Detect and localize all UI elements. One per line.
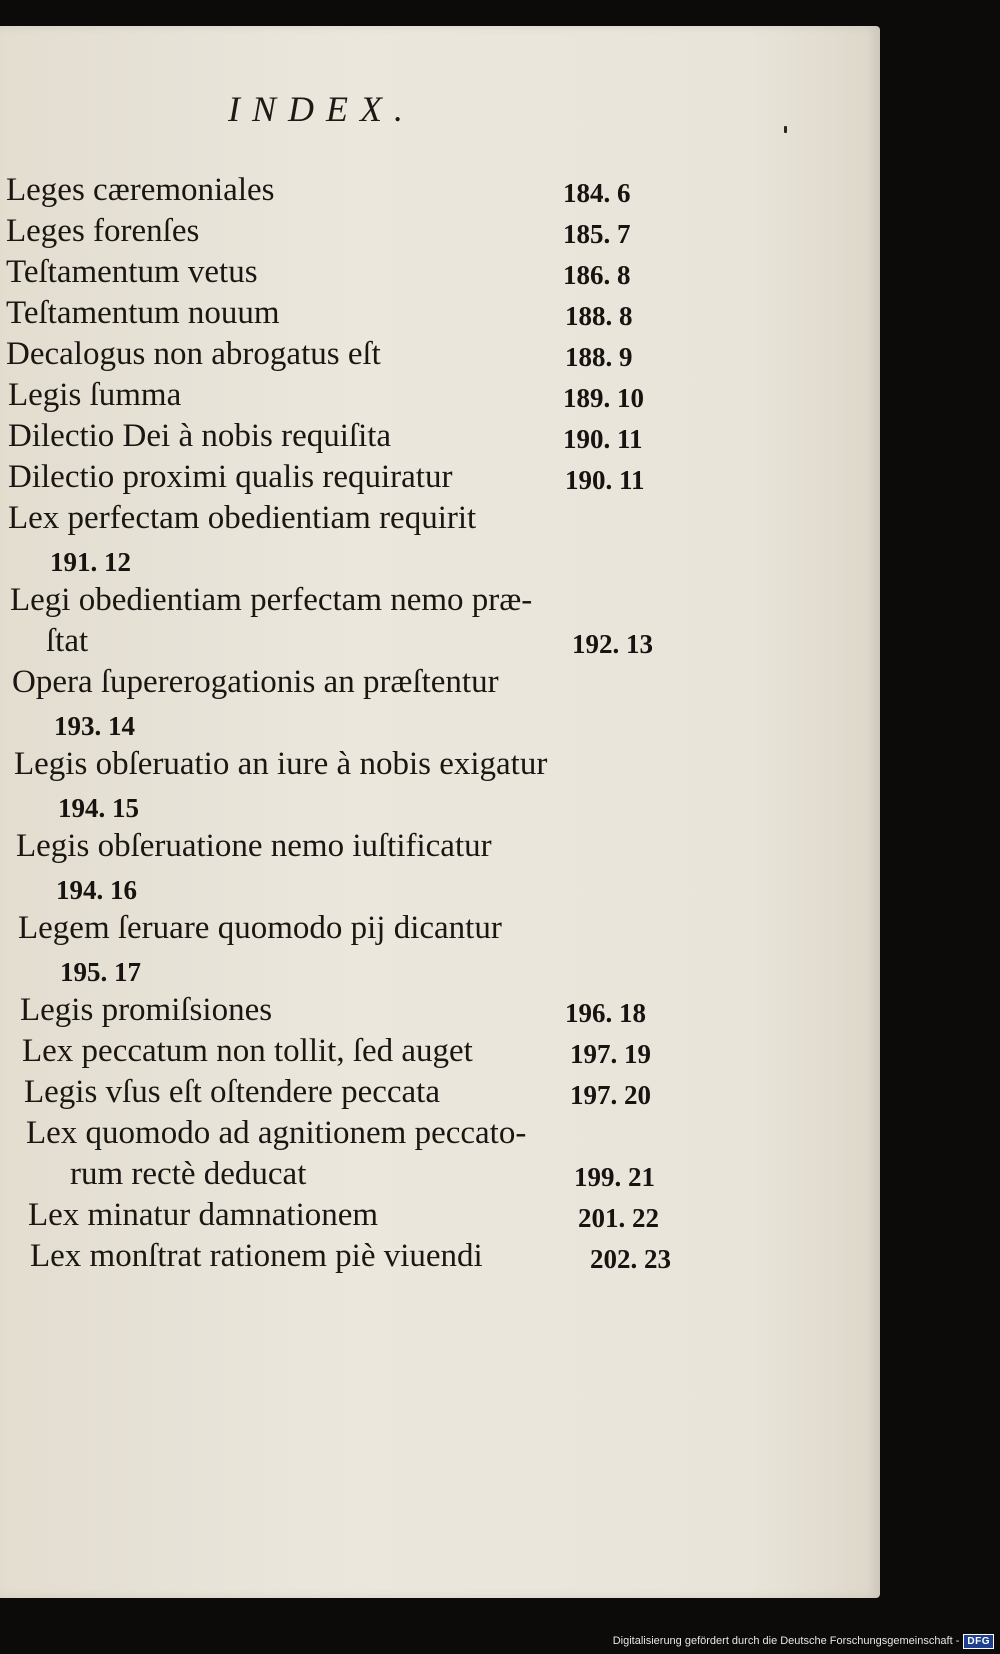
index-entry: Decalogus non abrogatus eſt <box>6 336 381 372</box>
index-entry: Legem ſeruare quomodo pij dicantur <box>18 910 502 946</box>
index-entry: Legi obedientiam perfectam nemo præ- <box>10 582 533 618</box>
page-reference: 195. 17 <box>60 957 141 987</box>
index-entry: Legis promiſsiones <box>20 992 273 1028</box>
credit-text: Digitalisierung gefördert durch die Deutsche Forschungsgemeinschaft - <box>612 1635 960 1647</box>
page-reference: 193. 14 <box>54 711 135 741</box>
page-reference: 184. 6 <box>563 178 631 208</box>
page-reference: 189. 10 <box>563 383 644 413</box>
index-entry: Legis vſus eſt oſtendere peccata <box>24 1074 440 1110</box>
page-reference: 201. 22 <box>578 1203 659 1233</box>
index-entry: Lex perfectam obedientiam requirit <box>8 500 477 536</box>
index-entry: Dilectio Dei à nobis requiſita <box>8 418 392 454</box>
page-reference: 190. 11 <box>565 465 645 495</box>
index-entry: Teſtamentum nouum <box>6 295 280 331</box>
page-reference: 202. 23 <box>590 1244 671 1274</box>
ink-speck <box>784 126 787 133</box>
index-entry: Teſtamentum vetus <box>6 254 258 290</box>
index-entry-continued: rum rectè deducat <box>70 1156 307 1192</box>
page-reference: 194. 15 <box>58 793 139 823</box>
index-entry: Legis ſumma <box>8 377 182 413</box>
page-reference: 188. 9 <box>565 342 633 372</box>
page-reference: 185. 7 <box>563 219 631 249</box>
page-reference: 191. 12 <box>50 547 131 577</box>
index-entry: Legis obſeruatione nemo iuſtificatur <box>16 828 492 864</box>
page-reference: 199. 21 <box>574 1162 655 1192</box>
digitization-credit <box>613 1632 994 1650</box>
index-entry: Leges forenſes <box>6 213 200 249</box>
index-entry: Opera ſupererogationis an præſtentur <box>12 664 499 700</box>
index-entry: Legis obſeruatio an iure à nobis exigatur <box>14 746 548 782</box>
page-reference: 197. 20 <box>570 1080 651 1110</box>
index-entry: Lex monſtrat rationem piè viuendi <box>30 1238 483 1274</box>
page-reference: 196. 18 <box>565 998 646 1028</box>
index-entry-continued: ſtat <box>46 623 89 659</box>
index-entry: Dilectio proximi qualis requiratur <box>8 459 453 495</box>
dfg-logo: DFG <box>963 1634 994 1649</box>
index-heading: INDEX. <box>228 89 415 129</box>
page-reference: 188. 8 <box>565 301 633 331</box>
index-entry: Lex quomodo ad agnitionem peccato- <box>26 1115 527 1151</box>
index-entry: Lex minatur damnationem <box>28 1197 379 1233</box>
page-reference: 190. 11 <box>563 424 643 454</box>
page-reference: 192. 13 <box>572 629 653 659</box>
page-reference: 186. 8 <box>563 260 631 290</box>
page-reference: 194. 16 <box>56 875 137 905</box>
page-reference: 197. 19 <box>570 1039 651 1069</box>
index-entry: Lex peccatum non tollit, ſed auget <box>22 1033 473 1069</box>
index-entry: Leges cæremoniales <box>6 172 275 208</box>
